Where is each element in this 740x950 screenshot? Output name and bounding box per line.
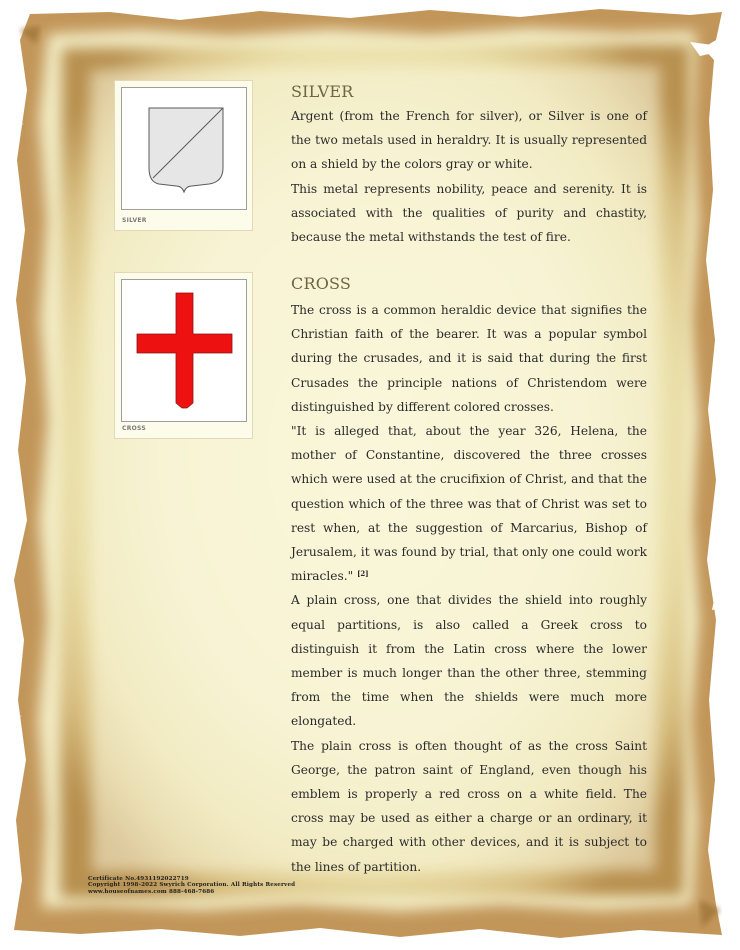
footnote-reference[interactable]: [2] [357, 569, 369, 579]
silver-image-caption: SILVER [122, 217, 147, 224]
cross-image-caption: CROSS [122, 425, 146, 432]
silver-paragraph-2: This metal represents nobility, peace and serenity. It is associated with the qualities of purity and chastity, because the metal withstands the test of fire. [291, 181, 647, 245]
copyright-notice: Copyright 1998-2022 Swyrich Corporation. All Rights Reserved [88, 882, 296, 889]
cross-section-title: CROSS [291, 274, 352, 293]
silver-paragraph-1: Argent (from the French for silver), or Silver is one of the two metals used in heraldry. It is usually represented on a shield by the colors gray or white. [291, 109, 647, 172]
cross-quote-paragraph [291, 419, 647, 588]
cross-quote-text: "It is alleged that, about the year 326, Helena, the mother of Constantine, discovered the three crosses which were used at the crucifixion of Christ, and that the question which of the three was that of Christ was set to rest when, at the suggestion of Marcarius, Bishop of Jerusalem, it was found by trial, that only one could work miracles." [291, 424, 647, 584]
cross-paragraph-4: The plain cross is often thought of as the cross Saint George, the patron saint of England, even though his emblem is properly a red cross on a white field. The cross may be used as either a charge or an ordinary, it may be charged with other devices, and it is subject to the lines of partition. [291, 738, 647, 874]
silver-section-text [291, 104, 647, 249]
cross-image-frame [121, 279, 247, 422]
red-cross-icon [122, 280, 246, 421]
certificate-number: Certificate No.4931192022719 [88, 876, 189, 882]
cross-paragraph-1: The cross is a common heraldic device that signifies the Christian faith of the bearer. It was a popular symbol during the crusades, and it is said that during the first Crusades the principle nations of Christendom were distinguished by different colored crosses. [291, 303, 647, 414]
silver-image-card [114, 80, 253, 231]
website-contact: www.houseofnames.com 888-468-7686 [88, 888, 215, 895]
silver-shield-icon [122, 88, 246, 209]
certificate-footer [88, 876, 295, 895]
silver-image-frame [121, 87, 247, 210]
cross-image-card [114, 272, 253, 439]
cross-paragraph-3: A plain cross, one that divides the shield into roughly equal partitions, is also called a Greek cross to distinguish it from the Latin cross where the lower member is much longer than the other three, stemming from the time when the shields were much more elongated. [291, 593, 647, 729]
silver-section-title: SILVER [291, 82, 354, 101]
cross-section-text [291, 298, 647, 879]
